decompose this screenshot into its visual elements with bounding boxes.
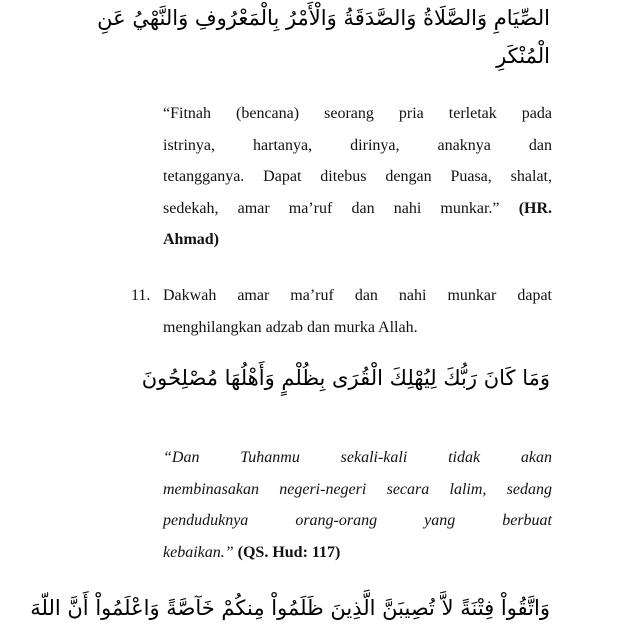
hadith-translation-line: sedekah, amar ma’ruf dan nahi munkar.”: [163, 199, 500, 217]
hadith-translation-line: “Fitnah (bencana) seorang pria terletak pada: [163, 105, 552, 122]
hadith-translation: [163, 98, 552, 256]
verse-translation-line: kebaikan.”: [163, 543, 234, 561]
arabic-hadith-line-2: الْمُنْكَرِ: [496, 44, 550, 68]
arabic-verse-hud: وَمَا كَانَ رَبُّكَ لِيُهْلِكَ الْقُرَى بِظُلْمٍ وَأَهْلُهَا مُصْلِحُونَ: [141, 366, 550, 390]
verse-translation-line: penduduknya orang-orang yang berbuat: [163, 512, 552, 529]
verse-translation: [163, 442, 552, 568]
list-item-line: Dakwah amar ma’ruf dan nahi munkar dapat: [163, 287, 552, 304]
hadith-translation-line: tetangganya. Dapat ditebus dengan Puasa, shalat,: [163, 168, 552, 185]
verse-source: (QS. Hud: 117): [237, 543, 341, 561]
arabic-hadith-line-1: الصِّيَامِ وَالصَّلَاةُ وَالصَّدَقَةُ وَالْأَمْرُ بِالْمَعْرُوفِ وَالنَّهْيُ عَنِ: [97, 6, 550, 30]
list-item-line: menghilangkan adzab dan murka Allah.: [163, 318, 418, 336]
list-item-number: 11.: [131, 287, 151, 304]
verse-translation-line: membinasakan negeri-negeri secara lalim, sedang: [163, 480, 552, 498]
hadith-translation-line: istrinya, hartanya, dirinya, anaknya dan: [163, 136, 552, 154]
verse-translation-line: “Dan Tuhanmu sekali-kali tidak akan: [163, 449, 552, 466]
hadith-source-part-2: Ahmad): [163, 231, 220, 248]
list-item-11: [163, 280, 552, 343]
hadith-source-part-1: (HR.: [518, 199, 553, 217]
arabic-verse-bottom: وَاتَّقُواْ فِتْنَةً لاَّ تُصِيبَنَّ الَّذِينَ ظَلَمُواْ مِنكُمْ خَآصَّةً وَاعْلَمُواْ أَنَّ اللّهَ: [30, 596, 550, 620]
verse-translation-line-with-source: [163, 537, 552, 569]
hadith-translation-line-with-source: [163, 193, 552, 225]
